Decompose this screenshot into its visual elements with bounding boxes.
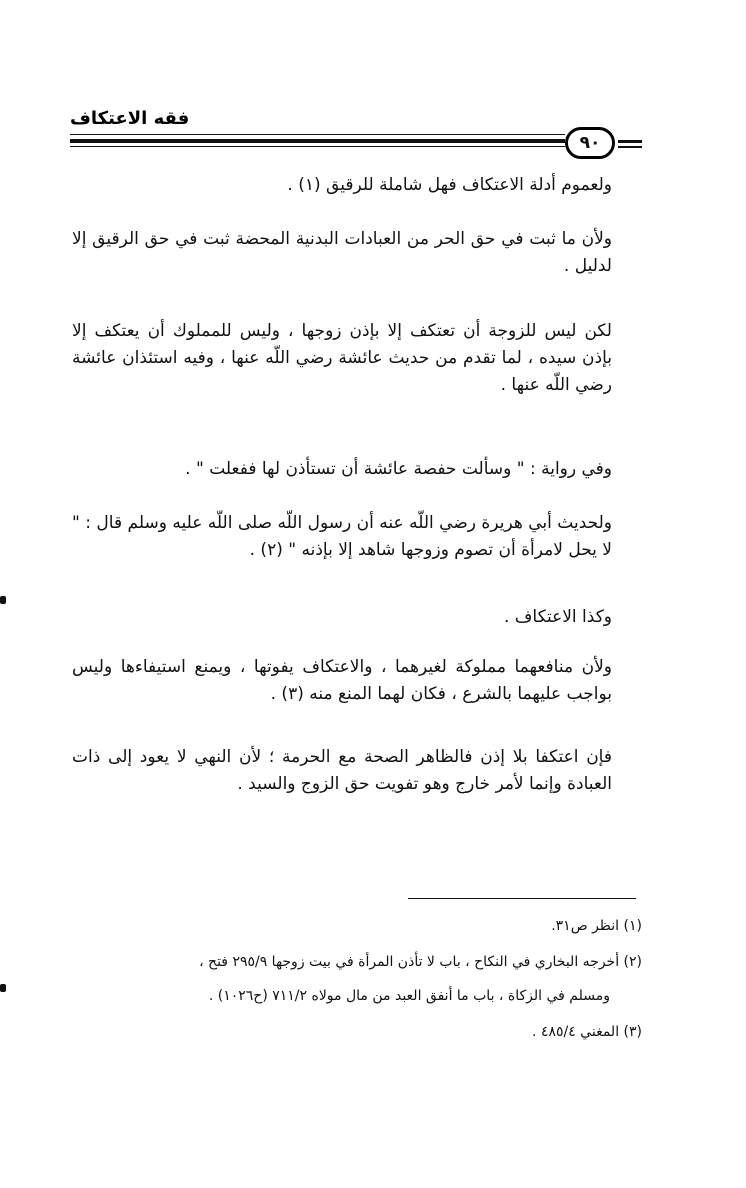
header-rule-thick bbox=[70, 139, 565, 143]
paragraph-1: ولعموم أدلة الاعتكاف فهل شاملة للرقيق (١) . bbox=[287, 175, 612, 195]
footnote-1: (١) انظر ص٣١. bbox=[551, 918, 642, 934]
footnote-3: (٣) المغني ٤٨٥/٤ . bbox=[532, 1024, 642, 1040]
paragraph-6: وكذا الاعتكاف . bbox=[503, 607, 612, 627]
header-rule-bottom bbox=[70, 146, 565, 147]
footnote-2: (٢) أخرجه البخاري في النكاح ، باب لا تأذن المرأة في بيت زوجها ٢٩٥/٩ فتح ، bbox=[199, 954, 642, 970]
paragraph-3: لكن ليس للزوجة أن تعتكف إلا بإذن زوجها ، وليس للمملوك أن يعتكف إلا بإذن سيده ، لما تقدم من حديث عائشة رضي اللّه عنها ، وفيه استئذان عائشة رضي اللّه عنها . bbox=[72, 321, 612, 395]
scan-edge-mark bbox=[0, 596, 6, 604]
footnote-separator bbox=[408, 898, 636, 899]
paragraph-4: وفي رواية : " وسألت حفصة عائشة أن تستأذن لها ففعلت " . bbox=[185, 459, 612, 479]
paragraph-8: فإن اعتكفا بلا إذن فالظاهر الصحة مع الحرمة ؛ لأن النهي لا يعود إلى ذات العبادة وإنما لأمر خارج وهو تفويت حق الزوج والسيد . bbox=[72, 747, 612, 794]
header-rule-right-2 bbox=[618, 146, 642, 148]
paragraph-7: ولأن منافعهما مملوكة لغيرهما ، والاعتكاف يفوتها ، ويمنع استيفاءها وليس بواجب عليهما بالشرع ، فكان لهما المنع منه (٣) . bbox=[72, 657, 612, 704]
footnote-2-continuation: ومسلم في الزكاة ، باب ما أنفق العبد من مال مولاه ٧١١/٢ (ح١٠٢٦) . bbox=[208, 988, 610, 1004]
paragraph-2: ولأن ما ثبت في حق الحر من العبادات البدنية المحضة ثبت في حق الرقيق إلا لدليل . bbox=[72, 229, 612, 276]
page-number-badge bbox=[565, 127, 615, 159]
scan-edge-mark bbox=[0, 984, 6, 992]
running-title: فقه الاعتكاف bbox=[70, 108, 190, 129]
page-number: ٩٠ bbox=[579, 133, 601, 153]
paragraph-5: ولحديث أبي هريرة رضي اللّه عنه أن رسول اللّه صلى اللّه عليه وسلم قال : " لا يحل لامرأة أن تصوم وزوجها شاهد إلا بإذنه " (٢) . bbox=[72, 513, 612, 560]
header-rule-top bbox=[70, 134, 565, 135]
header-rule-right bbox=[618, 140, 642, 143]
